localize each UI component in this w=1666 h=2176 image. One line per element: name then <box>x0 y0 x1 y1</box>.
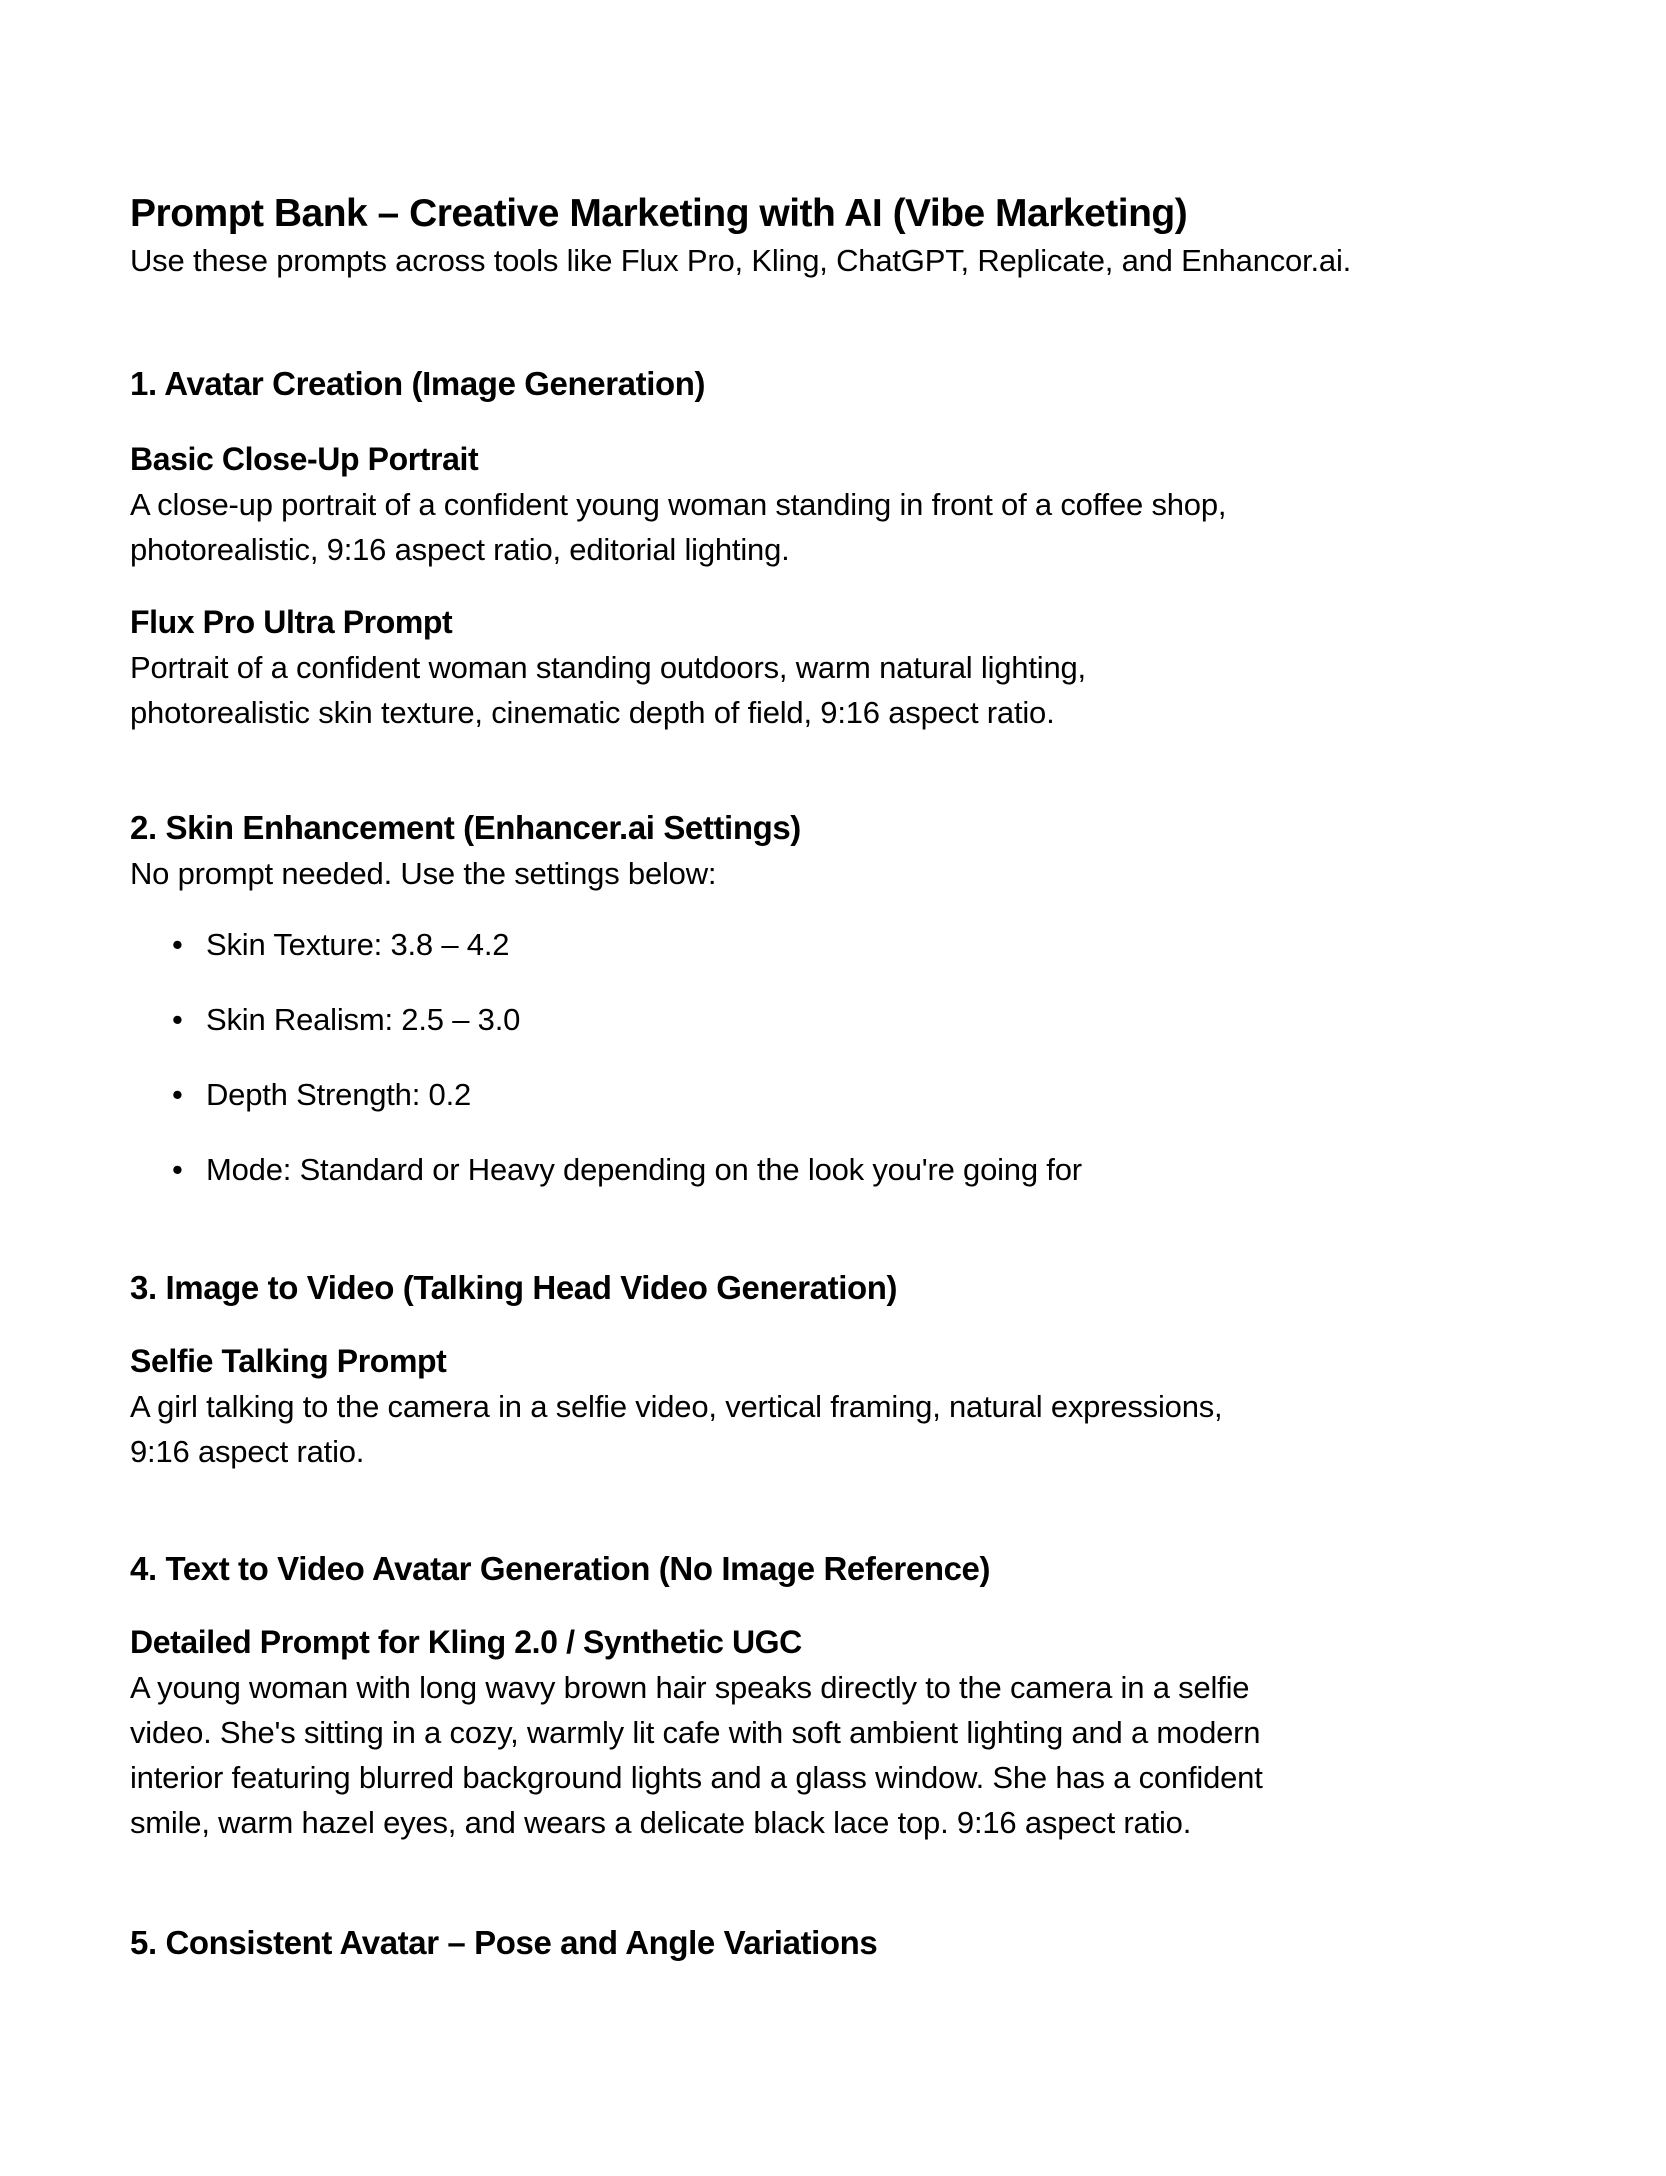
page-subtitle: Use these prompts across tools like Flux Pro, Kling, ChatGPT, Replicate, and Enhancor.ai. <box>130 243 1352 278</box>
section-heading-skin-enhancement: 2. Skin Enhancement (Enhancer.ai Settings) <box>130 809 801 846</box>
paragraph-selfie-talking-prompt: A girl talking to the camera in a selfie video, vertical framing, natural expressions, 9:16 aspect ratio. <box>130 1389 1223 1469</box>
section-heading-text-to-video: 4. Text to Video Avatar Generation (No Image Reference) <box>130 1550 991 1587</box>
subheading-flux-pro-ultra-prompt: Flux Pro Ultra Prompt <box>130 604 453 640</box>
subheading-selfie-talking-prompt: Selfie Talking Prompt <box>130 1343 447 1379</box>
subheading-basic-close-up-portrait: Basic Close-Up Portrait <box>130 441 479 477</box>
subheading-detailed-prompt-kling: Detailed Prompt for Kling 2.0 / Synthetic UGC <box>130 1624 802 1660</box>
paragraph-detailed-prompt-kling: A young woman with long wavy brown hair speaks directly to the camera in a selfie video. She's sitting in a cozy, warmly lit cafe with soft ambient lighting and a modern interior featuring blurred background lights and a glass window. She has a confident smile, warm hazel eyes, and wears a delicate black lace top. 9:16 aspect ratio. <box>130 1670 1263 1840</box>
section-heading-image-to-video: 3. Image to Video (Talking Head Video Generation) <box>130 1269 898 1306</box>
list-item-skin-realism: • Skin Realism: 2.5 – 3.0 <box>130 997 1516 1042</box>
section-heading-avatar-creation: 1. Avatar Creation (Image Generation) <box>130 365 706 402</box>
settings-bullet-list <box>130 922 1516 1192</box>
paragraph-skin-enhancement-intro: No prompt needed. Use the settings below: <box>130 856 717 891</box>
list-item-mode: • Mode: Standard or Heavy depending on the look you're going for <box>130 1147 1516 1192</box>
paragraph-basic-close-up-portrait: A close-up portrait of a confident young woman standing in front of a coffee shop, photorealistic, 9:16 aspect ratio, editorial lighting. <box>130 487 1227 567</box>
paragraph-flux-pro-ultra-prompt: Portrait of a confident woman standing outdoors, warm natural lighting, photorealistic skin texture, cinematic depth of field, 9:16 aspect ratio. <box>130 650 1086 730</box>
page-title: Prompt Bank – Creative Marketing with AI (Vibe Marketing) <box>130 192 1188 235</box>
list-item-depth-strength: • Depth Strength: 0.2 <box>130 1072 1516 1117</box>
list-item-skin-texture: • Skin Texture: 3.8 – 4.2 <box>130 922 1516 967</box>
section-heading-consistent-avatar: 5. Consistent Avatar – Pose and Angle Variations <box>130 1924 878 1961</box>
